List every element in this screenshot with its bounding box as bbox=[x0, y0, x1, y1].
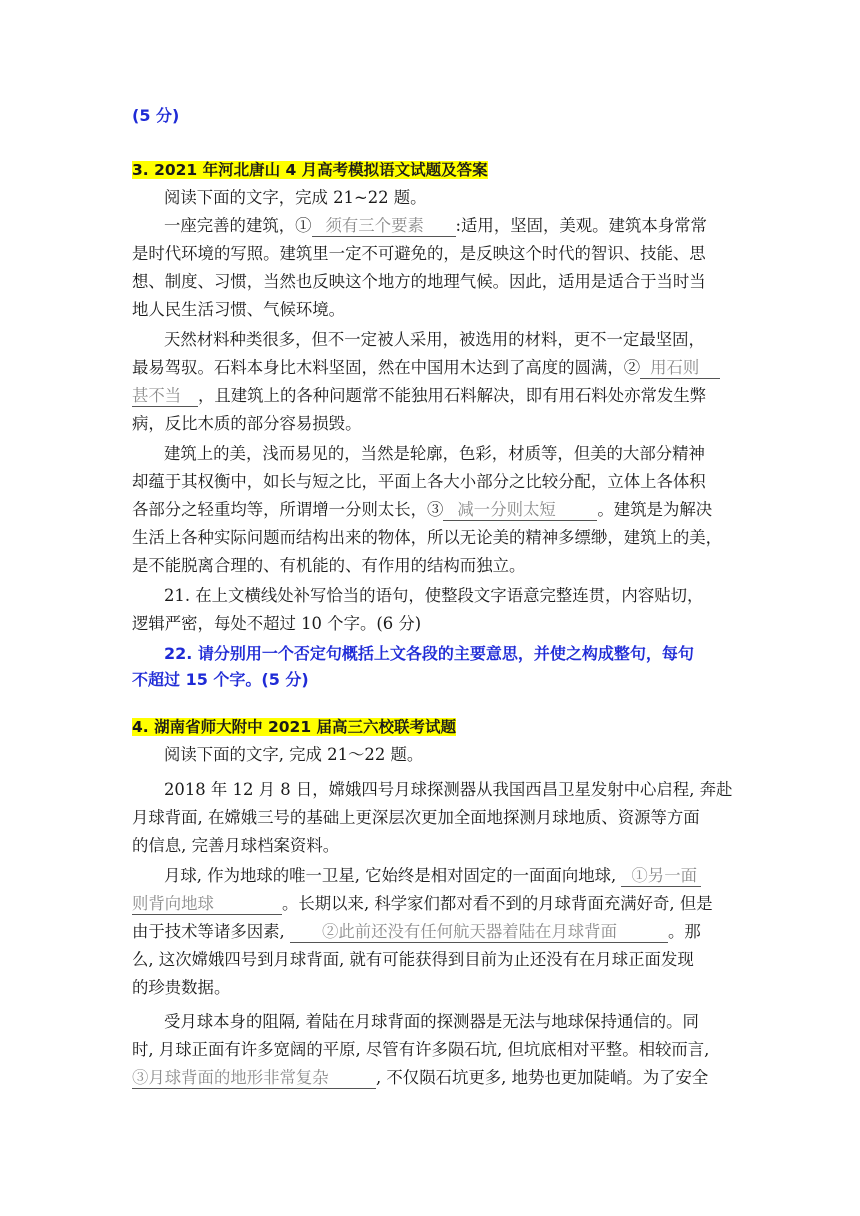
s4-p1-line1: 2018 年 12 月 8 日，嫦娥四号月球探测器从我国西昌卫星发射中心启程, 奔赴 bbox=[164, 780, 733, 799]
previous-question-score: (5 分) bbox=[132, 106, 180, 125]
s4-answer-blank-1a: ①另一面 bbox=[621, 865, 701, 887]
s3-p3-line4: 生活上各种实际问题而结构出来的物体，所以无论美的精神多缥缈，建筑上的美， bbox=[132, 528, 723, 547]
section-3-title-row bbox=[132, 158, 488, 182]
s4-answer-blank-2: ②此前还没有任何航天器着陆在月球背面 bbox=[290, 921, 668, 943]
s3-answer-blank-1: 须有三个要素 bbox=[312, 215, 456, 237]
s3-p2-line1: 天然材料种类很多，但不一定被人采用，被选用的材料，更不一定最坚固， bbox=[164, 330, 705, 349]
s3-p1-line2: 是时代环境的写照。建筑里一定不可避免的，是反映这个时代的智识、技能、思 bbox=[132, 244, 706, 263]
s3-answer-blank-2b: 甚不当 bbox=[132, 385, 198, 407]
s4-p2-line4: 么, 这次嫦娥四号到月球背面, 就有可能获得到目前为止还没有在月球正面发现 bbox=[132, 950, 694, 969]
question-22-line2: 不超过 15 个字。(5 分) bbox=[132, 670, 309, 689]
s3-p3-line2: 却蕴于其权衡中，如长与短之比，平面上各大小部分之比较分配，立体上各体积 bbox=[132, 472, 706, 491]
s4-p3-line3: ③月球背面的地形非常复杂 , 不仅陨石坑更多, 地势也更加陡峭。为了安全 bbox=[132, 1068, 709, 1087]
s4-p2-line5: 的珍贵数据。 bbox=[132, 978, 231, 997]
s3-answer-blank-2a: 用石则 bbox=[640, 357, 720, 379]
s3-p1-line3: 想、制度、习惯，当然也反映这个地方的地理气候。因此，适用是适合于当时当 bbox=[132, 272, 706, 291]
s3-p1-line1: 一座完善的建筑，① 须有三个要素 :适用，坚固，美观。建筑本身常常 bbox=[164, 216, 707, 235]
s4-p3-line1: 受月球本身的阻隔, 着陆在月球背面的探测器是无法与地球保持通信的。同 bbox=[164, 1012, 699, 1031]
s4-p2-line2: 则背向地球 。长期以来, 科学家们都对看不到的月球背面充满好奇, 但是 bbox=[132, 894, 713, 913]
section-4-title-row bbox=[132, 715, 456, 739]
s3-answer-blank-3: 减一分则太短 bbox=[443, 499, 597, 521]
s4-p1-line3: 的信息, 完善月球档案资料。 bbox=[132, 836, 340, 855]
section-3-intro: 阅读下面的文字，完成 21~22 题。 bbox=[164, 188, 427, 207]
question-21-line2: 逻辑严密，每处不超过 10 个字。(6 分) bbox=[132, 614, 422, 633]
section-4-intro: 阅读下面的文字, 完成 21～22 题。 bbox=[164, 745, 424, 764]
section-4-title: 4. 湖南省师大附中 2021 届高三六校联考试题 bbox=[132, 718, 457, 736]
s4-p1-line2: 月球背面, 在嫦娥三号的基础上更深层次更加全面地探测月球地质、资源等方面 bbox=[132, 808, 700, 827]
s3-p2-line4: 病，反比木质的部分容易损毁。 bbox=[132, 414, 362, 433]
s4-answer-blank-1b: 则背向地球 bbox=[132, 893, 282, 915]
question-22-line1: 22. 请分别用一个否定句概括上文各段的主要意思，并使之构成整句，每句 bbox=[164, 644, 694, 663]
s3-p3-line1: 建筑上的美，浅而易见的，当然是轮廓，色彩，材质等，但美的大部分精神 bbox=[164, 444, 705, 463]
s4-p3-line2: 时, 月球正面有许多宽阔的平原, 尽管有许多陨石坑, 但坑底相对平整。相较而言, bbox=[132, 1040, 710, 1059]
s3-p3-line5: 是不能脱离合理的、有机能的、有作用的结构而独立。 bbox=[132, 556, 526, 575]
s4-p2-line1: 月球, 作为地球的唯一卫星, 它始终是相对固定的一面面向地球, ①另一面 bbox=[164, 864, 701, 888]
section-3-title: 3. 2021 年河北唐山 4 月高考模拟语文试题及答案 bbox=[132, 161, 488, 179]
s4-p2-line3: 由于技术等诸多因素, ②此前还没有任何航天器着陆在月球背面 。那 bbox=[132, 922, 701, 941]
s3-p2-line3: 甚不当 ，且建筑上的各种问题常不能独用石料解决，即有用石料处亦常发生弊 bbox=[132, 386, 707, 405]
s3-p3-line3: 各部分之轻重均等，所谓增一分则太长，③ 减一分则太短 。建筑是为解决 bbox=[132, 500, 713, 519]
question-21-line1: 21. 在上文横线处补写恰当的语句，使整段文字语意完整连贯，内容贴切， bbox=[164, 586, 704, 605]
s3-p1-line4: 地人民生活习惯、气候环境。 bbox=[132, 300, 346, 319]
s3-p2-line2: 最易驾驭。石料本身比木料坚固，然在中国用木达到了高度的圆满，② 用石则 bbox=[132, 356, 720, 380]
s4-answer-blank-3: ③月球背面的地形非常复杂 bbox=[132, 1067, 376, 1089]
